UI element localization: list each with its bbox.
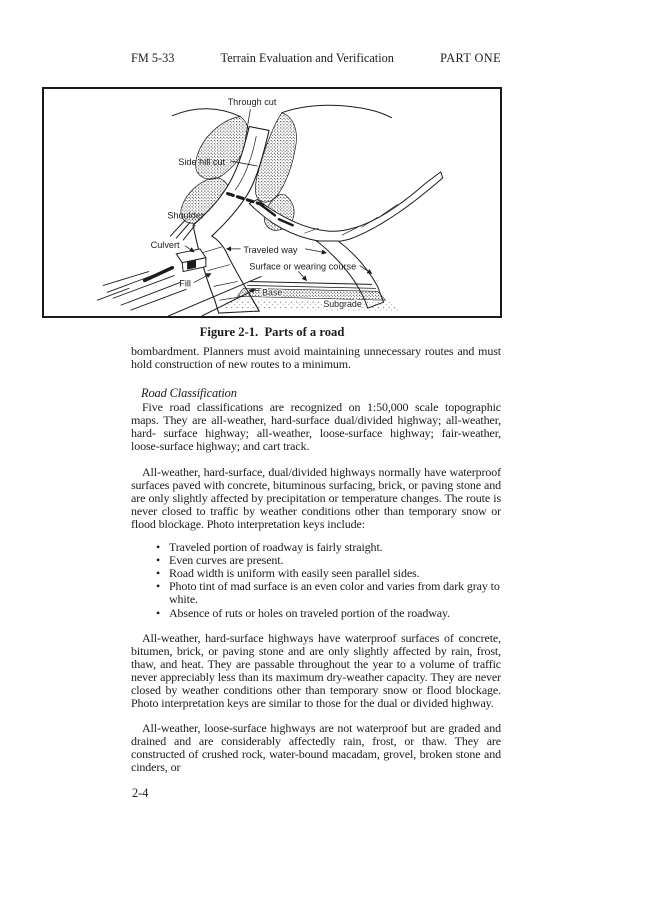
label-shoulder: Shoulder [167,210,205,221]
figure-box [42,87,502,318]
list-item [169,607,501,620]
horizon-line-left [172,109,240,117]
label-traveled-way: Traveled way [243,244,298,255]
bullet-text: Even curves are present. [169,553,284,568]
label-fill: Fill [179,278,191,289]
paragraph-hard-surface: All-weather, hard-surface highways have waterproof surfaces of concrete, bitumen, brick, or paving stone and are only slightly affected by rain, frost, thaw, and heat. They are passable throughout the year to a volume of traffic never appreciably less than its maximum dry-weather capacity. They are never closed by weather conditions other than temporary snow or flood blockage. Photo interpretation keys are similar to those for the dual or divided highway. [131,630,501,711]
label-side-hill-cut: Side hill cut [178,156,226,167]
bullet-text: Absence of ruts or holes on traveled portion of the roadway. [169,605,450,620]
surface-course-arrow [299,272,307,281]
paragraph-dual-divided: All-weather, hard-surface, dual/divided highways normally have waterproof surfaces paved with concrete, bituminous surfacing, brick, or paving stone and are only slightly affected by precipitation or temperature changes. The route is never closed to traffic by weather conditions other than temporary snow or flood blockage. Photo interpretation keys include: [131,464,501,531]
list-item [169,580,501,606]
surface-line [249,281,371,284]
page-header [131,51,501,66]
header-doc-id: FM 5-33 [131,51,175,65]
page-number: 2-4 [132,786,149,800]
bullet-text: Road width is uniform with easily seen parallel sides. [169,566,420,581]
traveled-way-leader-right [306,249,327,253]
drawing-strokes [97,105,442,316]
label-subgrade: Subgrade [323,299,362,310]
figure-caption: Figure 2-1. Parts of a road [199,325,345,339]
header-title: Terrain Evaluation and Verification [220,51,394,65]
horizon-line-right [282,105,392,117]
bullet-text: Photo tint of mad surface is an even color and varies from dark gray to white. [169,579,500,607]
label-surface-course: Surface or wearing course [249,261,357,272]
label-culvert: Culvert [150,239,180,250]
label-base: Base [262,287,283,298]
header-part: PART ONE [440,51,501,65]
bullet-text: Traveled portion of roadway is fairly straight. [169,540,383,555]
body-text [131,345,501,775]
section-heading-road-classification: Road Classification [141,386,237,401]
paragraph-continuation: bombardment. Planners must avoid maintaining unnecessary routes and must hold construction of new routes to a minimum. [131,344,501,372]
label-through-cut: Through cut [227,96,277,107]
photo-interpretation-keys-list [131,541,501,620]
paragraph-loose-surface: All-weather, loose-surface highways are not waterproof but are graded and drained and are considerably affectedly rain, frost, or thaw. They are constructed of crushed rock, water-bound macadam, grovel, broken stone and cinders, or [131,721,501,775]
paragraph-classifications: Five road classifications are recognized on 1:50,000 scale topographic maps. They are all-weather, hard-surface dual/divided highway; all-weather, hard- surface highway; all-weather, loose-surface highway; fair-weather, loose-surface highway; and cart track. [131,400,501,454]
road-parts-illustration [44,89,500,316]
